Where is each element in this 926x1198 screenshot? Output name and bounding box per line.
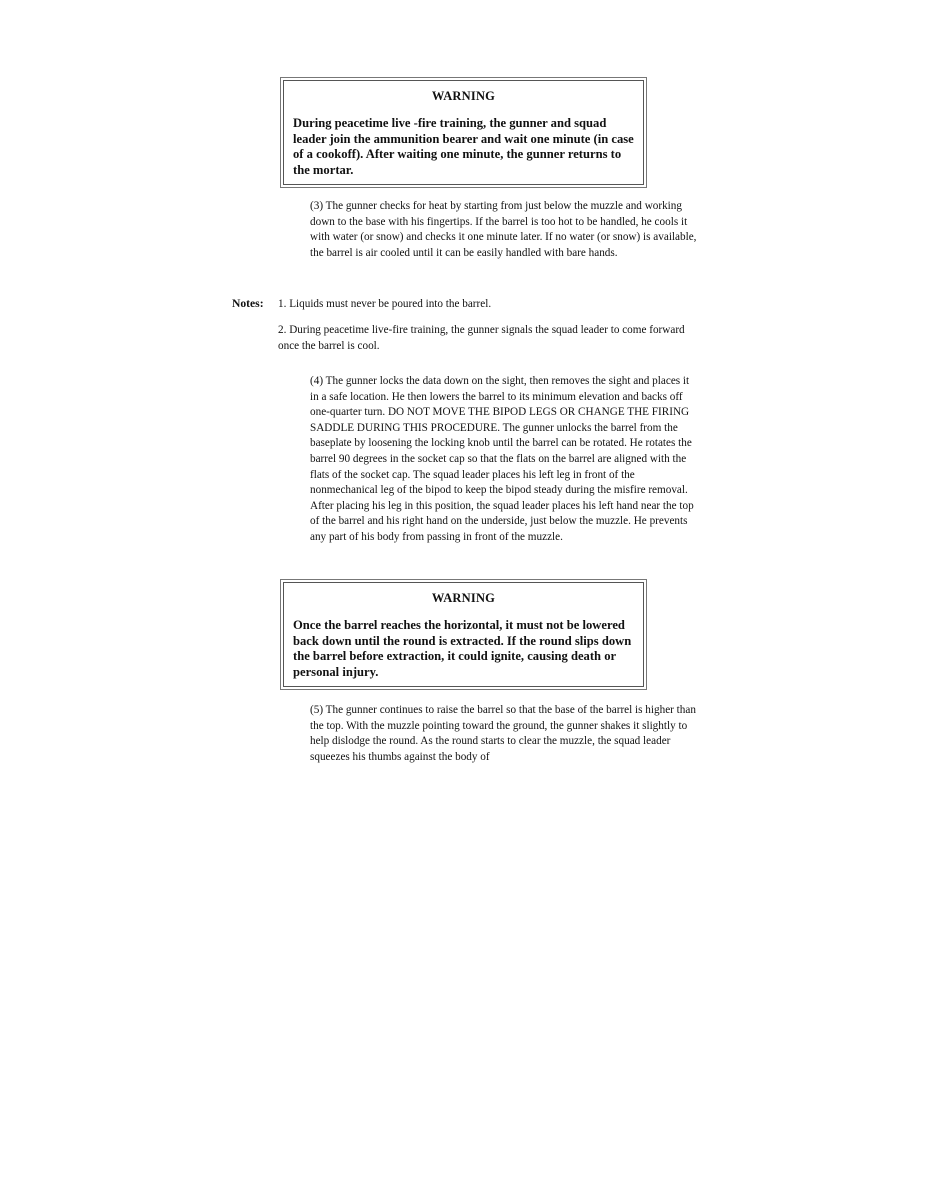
warning-title: WARNING: [431, 89, 496, 103]
warning-box-horizontal: [283, 582, 644, 687]
warning-title: WARNING: [431, 591, 496, 605]
step-3-paragraph: (3) The gunner checks for heat by starting from just below the muzzle and working down to the base with his fingertips. If the barrel is too hot to be handled, he cools it with water (or snow) and checks it one minute later. If no water (or snow) is available, the barrel is air cooled until it can be easily handled with bare hands.: [310, 200, 697, 259]
notes-label: Notes:: [232, 297, 264, 310]
note-1: 1. Liquids must never be poured into the barrel.: [278, 298, 492, 310]
warning-text: Once the barrel reaches the horizontal, it must not be lowered back down until the round is extracted. If the round slips down the barrel before extraction, it could ignite, causing death or personal injury.: [293, 618, 632, 679]
warning-box-cookoff: [283, 80, 644, 185]
warning-text: During peacetime live -fire training, the gunner and squad leader join the ammunition bearer and wait one minute (in case of a cookoff). After waiting one minute, the gunner returns to the mortar.: [293, 116, 634, 177]
step-5-paragraph: (5) The gunner continues to raise the barrel so that the base of the barrel is higher than the top. With the muzzle pointing toward the ground, the gunner shakes it slightly to help dislodge the round. As the round starts to clear the muzzle, the squad leader squeezes his thumbs against the body of: [310, 704, 696, 763]
step-4-paragraph: (4) The gunner locks the data down on the sight, then removes the sight and places it in a safe location. He then lowers the barrel to its minimum elevation and backs off one-quarter turn. DO NOT MOVE THE BIPOD LEGS OR CHANGE THE FIRING SADDLE DURING THIS PROCEDURE. The gunner unlocks the barrel from the baseplate by loosening the locking knob until the barrel can be rotated. He rotates the barrel 90 degrees in the socket cap so that the flats on the barrel are aligned with the flats of the socket cap. The squad leader places his left leg in front of the nonmechanical leg of the bipod to keep the bipod steady during the misfire removal. After placing his leg in this position, the squad leader places his left hand near the top of the barrel and his right hand on the underside, just below the muzzle. He prevents any part of his body from passing in front of the muzzle.: [310, 375, 694, 543]
note-2: 2. During peacetime live-fire training, the gunner signals the squad leader to come forward once the barrel is cool.: [278, 324, 685, 352]
